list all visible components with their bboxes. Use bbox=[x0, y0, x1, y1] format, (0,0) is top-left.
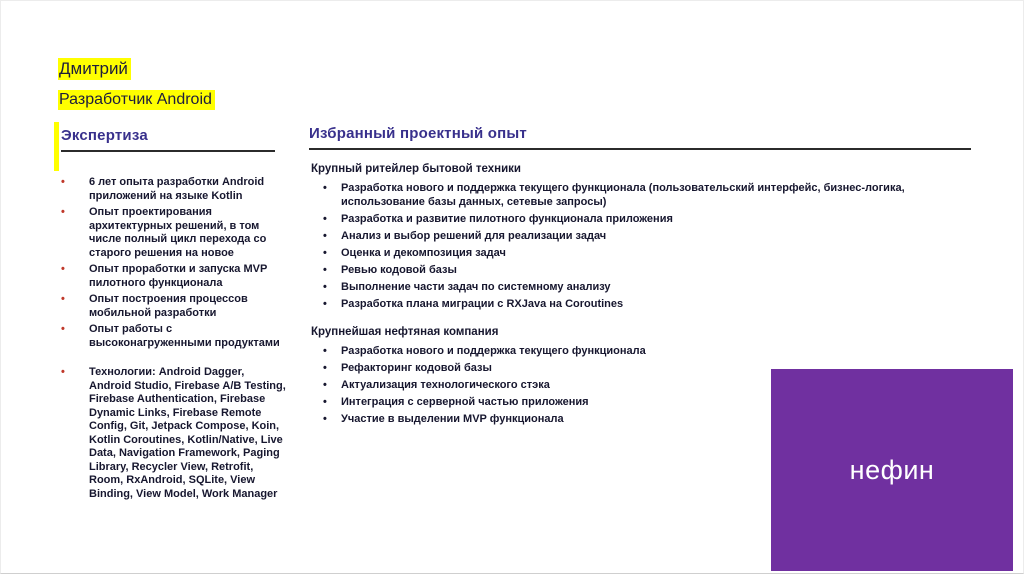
person-intro bbox=[58, 59, 215, 109]
list-item: • Технологии: Android Dagger, Android Studio, Firebase A/B Testing, Firebase Authentication, Firebase Dynamic Links, Firebase Remote Config, Git, Jetpack Compose, Koin, Kotlin Coroutines, Kotlin/Native, Live Data, Navigation Framework, Paging Library, Recycler View, Retrofit, Room, RxAndroid, SQLite, View Binding, View Model, Work Manager bbox=[61, 366, 289, 501]
person-role: Разработчик Android bbox=[58, 90, 215, 110]
list-item: • Разработка нового и поддержка текущего функционала bbox=[323, 345, 923, 359]
project-block-retail bbox=[309, 163, 971, 311]
list-item: • Ревью кодовой базы bbox=[323, 264, 923, 278]
list-item: • Опыт проектирования архитектурных решений, в том числе полный цикл перехода со старого решения на новое bbox=[61, 206, 289, 260]
expertise-title: Экспертиза bbox=[61, 127, 275, 152]
person-name: Дмитрий bbox=[58, 58, 131, 80]
project-list-retail bbox=[309, 182, 971, 311]
project-title-retail: Крупный ритейлер бытовой техники bbox=[311, 163, 521, 175]
expertise-section bbox=[61, 127, 286, 504]
list-item: • Разработка плана миграции с RXJava на Coroutines bbox=[323, 298, 923, 312]
list-item: • 6 лет опыта разработки Android приложений на языке Kotlin bbox=[61, 176, 289, 203]
list-item: • Интеграция с серверной частью приложения bbox=[323, 396, 923, 410]
list-item: • Опыт работы с высоконагруженными продуктами bbox=[61, 323, 289, 350]
project-title-oil: Крупнейшая нефтяная компания bbox=[311, 326, 499, 338]
brand-text: нефин bbox=[849, 454, 935, 485]
projects-title: Избранный проектный опыт bbox=[309, 125, 971, 150]
list-item: • Рефакторинг кодовой базы bbox=[323, 362, 923, 376]
person-name-line bbox=[58, 59, 215, 79]
list-item: • Актуализация технологического стэка bbox=[323, 379, 923, 393]
list-item: • Участие в выделении MVP функционала bbox=[323, 413, 923, 427]
list-item: • Разработка и развитие пилотного функционала приложения bbox=[323, 213, 923, 227]
list-item: • Опыт построения процессов мобильной разработки bbox=[61, 293, 289, 320]
list-item: • Опыт проработки и запуска MVP пилотного функционала bbox=[61, 263, 289, 290]
list-item: • Выполнение части задач по системному анализу bbox=[323, 281, 923, 295]
person-role-line bbox=[58, 90, 215, 109]
list-item: • Оценка и декомпозиция задач bbox=[323, 247, 923, 261]
list-item: • Разработка нового и поддержка текущего функционала (пользовательский интерфейс, бизнес-логика, использование базы данных, сетевые запросы) bbox=[323, 182, 923, 209]
brand-watermark bbox=[771, 369, 1013, 571]
yellow-accent-bar bbox=[54, 122, 59, 171]
expertise-list bbox=[61, 176, 289, 501]
list-item: • Анализ и выбор решений для реализации задач bbox=[323, 230, 923, 244]
